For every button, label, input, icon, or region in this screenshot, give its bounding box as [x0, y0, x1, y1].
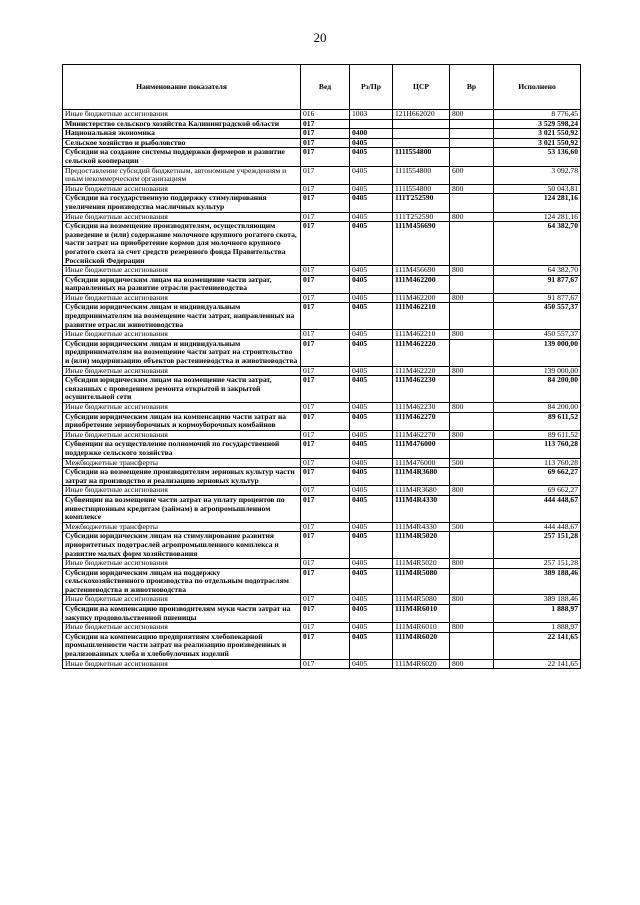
cell-rz: 0405 — [350, 568, 393, 595]
table-row — [63, 532, 581, 559]
cell-sum: 389 188,46 — [494, 595, 581, 605]
table-row — [63, 110, 581, 120]
cell-name: Субсидии юридическим лицам и индивидуальным предпринимателям на возмещение части затрат, направленных на развитие отрасли животноводства — [63, 303, 301, 330]
cell-vr — [450, 568, 494, 595]
cell-sum: 53 136,60 — [494, 148, 581, 166]
cell-vr — [450, 440, 494, 458]
cell-csr: 111M4R5080 — [393, 568, 450, 595]
cell-ved: 017 — [301, 595, 350, 605]
cell-vr — [450, 119, 494, 129]
cell-csr: 111I554800 — [393, 184, 450, 194]
cell-csr: 111M4R5020 — [393, 532, 450, 559]
cell-vr: 800 — [450, 430, 494, 440]
cell-name: Межбюджетные трансферты — [63, 522, 301, 532]
cell-name: Субсидии юридическим лицам на компенсацию части затрат на приобретение зерноуборочных и кормоуборочных комбайнов — [63, 412, 301, 430]
cell-ved: 017 — [301, 166, 350, 184]
cell-csr: 111T252590 — [393, 212, 450, 222]
cell-csr: 111M4R3680 — [393, 486, 450, 496]
cell-ved: 017 — [301, 659, 350, 669]
cell-vr — [450, 339, 494, 366]
cell-vr — [450, 468, 494, 486]
cell-vr: 800 — [450, 266, 494, 276]
cell-rz: 0405 — [350, 166, 393, 184]
cell-vr: 800 — [450, 110, 494, 120]
cell-rz: 0405 — [350, 495, 393, 522]
table-row — [63, 659, 581, 669]
cell-rz: 0405 — [350, 376, 393, 403]
cell-rz: 0405 — [350, 148, 393, 166]
cell-sum: 113 760,28 — [494, 458, 581, 468]
table-row — [63, 522, 581, 532]
table-body — [63, 110, 581, 669]
table-row — [63, 303, 581, 330]
cell-vr: 500 — [450, 522, 494, 532]
cell-sum: 89 611,52 — [494, 430, 581, 440]
table-row — [63, 376, 581, 403]
cell-rz: 0405 — [350, 303, 393, 330]
cell-ved: 017 — [301, 194, 350, 212]
cell-vr — [450, 376, 494, 403]
cell-rz: 0405 — [350, 532, 393, 559]
cell-csr — [393, 119, 450, 129]
cell-csr: 111M462200 — [393, 275, 450, 293]
cell-csr: 111M4R6020 — [393, 632, 450, 659]
budget-table — [62, 64, 581, 669]
cell-sum: 450 557,37 — [494, 330, 581, 340]
cell-ved: 017 — [301, 212, 350, 222]
cell-name: Субсидии на компенсацию предприятиям хлебопекарной промышленности части затрат на реализацию произведенных и реализованных хлеба и хлебобулочных изделий — [63, 632, 301, 659]
cell-ved: 017 — [301, 266, 350, 276]
cell-rz: 0405 — [350, 330, 393, 340]
cell-name: Предоставление субсидий бюджетным, автономным учреждениям и иным некоммерческим организациям — [63, 166, 301, 184]
cell-rz: 0405 — [350, 486, 393, 496]
cell-name: Иные бюджетные ассигнования — [63, 366, 301, 376]
cell-rz: 0405 — [350, 623, 393, 633]
table-row — [63, 366, 581, 376]
cell-ved: 016 — [301, 110, 350, 120]
cell-csr — [393, 138, 450, 148]
cell-csr: 111M462210 — [393, 330, 450, 340]
cell-sum: 1 888,97 — [494, 605, 581, 623]
cell-rz: 0405 — [350, 293, 393, 303]
cell-ved: 017 — [301, 138, 350, 148]
cell-ved: 017 — [301, 468, 350, 486]
table-row — [63, 568, 581, 595]
cell-ved: 017 — [301, 486, 350, 496]
cell-ved: 017 — [301, 430, 350, 440]
cell-vr: 800 — [450, 595, 494, 605]
cell-sum: 64 382,70 — [494, 222, 581, 266]
cell-vr — [450, 632, 494, 659]
cell-ved: 017 — [301, 275, 350, 293]
table-header-row — [63, 65, 581, 110]
cell-csr: 111M462210 — [393, 303, 450, 330]
table-row — [63, 275, 581, 293]
table-row — [63, 403, 581, 413]
cell-rz: 0405 — [350, 412, 393, 430]
cell-csr: 111M476000 — [393, 458, 450, 468]
cell-rz: 0405 — [350, 458, 393, 468]
cell-name: Субсидии на возмещение производителям, осуществляющим разведение и (или) содержание молочного крупного рогатого скота, части затрат на приобретение кормов для молочного крупного рогатого скота за счет средств резервного фонда Правительства Российской Федерации — [63, 222, 301, 266]
cell-rz: 0405 — [350, 194, 393, 212]
table-row — [63, 623, 581, 633]
cell-vr — [450, 194, 494, 212]
cell-csr: 111M462230 — [393, 376, 450, 403]
cell-sum: 84 200,00 — [494, 403, 581, 413]
table-row — [63, 412, 581, 430]
cell-sum: 50 043,81 — [494, 184, 581, 194]
table-row — [63, 330, 581, 340]
table-row — [63, 166, 581, 184]
cell-vr: 800 — [450, 330, 494, 340]
cell-vr — [450, 138, 494, 148]
cell-ved: 017 — [301, 495, 350, 522]
cell-sum: 3 092,78 — [494, 166, 581, 184]
cell-name: Сельское хозяйство и рыболовство — [63, 138, 301, 148]
table-row — [63, 495, 581, 522]
cell-vr: 800 — [450, 366, 494, 376]
cell-name: Субвенции на осуществление полномочий по государственной поддержке сельского хозяйства — [63, 440, 301, 458]
cell-rz: 0405 — [350, 266, 393, 276]
table-row — [63, 119, 581, 129]
table-row — [63, 430, 581, 440]
cell-sum: 8 776,45 — [494, 110, 581, 120]
cell-csr: 111M462220 — [393, 366, 450, 376]
cell-rz: 0405 — [350, 595, 393, 605]
cell-ved: 017 — [301, 330, 350, 340]
cell-name: Субвенции на возмещение части затрат на уплату процентов по инвестиционным кредитам (займам) в агропромышленном комплексе — [63, 495, 301, 522]
cell-rz: 0405 — [350, 138, 393, 148]
cell-rz: 0405 — [350, 222, 393, 266]
cell-name: Иные бюджетные ассигнования — [63, 212, 301, 222]
cell-vr — [450, 303, 494, 330]
cell-ved: 017 — [301, 222, 350, 266]
column-header-sum: Исполнено — [494, 65, 581, 110]
cell-vr — [450, 222, 494, 266]
cell-rz: 0405 — [350, 339, 393, 366]
cell-sum: 84 200,00 — [494, 376, 581, 403]
cell-ved: 017 — [301, 403, 350, 413]
cell-csr: 111M4R6010 — [393, 605, 450, 623]
cell-ved: 017 — [301, 632, 350, 659]
column-header-csr: ЦСР — [393, 65, 450, 110]
cell-name: Иные бюджетные ассигнования — [63, 266, 301, 276]
cell-ved: 017 — [301, 568, 350, 595]
cell-sum: 91 877,67 — [494, 293, 581, 303]
cell-csr: 111M462200 — [393, 293, 450, 303]
table-row — [63, 595, 581, 605]
cell-rz: 0405 — [350, 522, 393, 532]
cell-vr — [450, 275, 494, 293]
table-row — [63, 468, 581, 486]
cell-rz: 1003 — [350, 110, 393, 120]
cell-rz: 0405 — [350, 403, 393, 413]
column-header-name: Наименование показателя — [63, 65, 301, 110]
table-row — [63, 486, 581, 496]
cell-name: Субсидии на компенсацию производителям муки части затрат на закупку продовольственной пшеницы — [63, 605, 301, 623]
table-row — [63, 559, 581, 569]
cell-sum: 69 662,27 — [494, 468, 581, 486]
cell-vr — [450, 148, 494, 166]
cell-csr: 111M462270 — [393, 430, 450, 440]
cell-name: Иные бюджетные ассигнования — [63, 595, 301, 605]
table-row — [63, 339, 581, 366]
cell-sum: 69 662,27 — [494, 486, 581, 496]
column-header-ved: Вед — [301, 65, 350, 110]
cell-sum: 444 448,67 — [494, 522, 581, 532]
table-row — [63, 212, 581, 222]
cell-sum: 3 529 598,24 — [494, 119, 581, 129]
cell-ved: 017 — [301, 293, 350, 303]
table-row — [63, 194, 581, 212]
cell-sum: 22 141,65 — [494, 659, 581, 669]
table-row — [63, 605, 581, 623]
cell-sum: 444 448,67 — [494, 495, 581, 522]
cell-ved: 017 — [301, 623, 350, 633]
cell-csr: 111M456690 — [393, 222, 450, 266]
cell-csr: 111M4R6020 — [393, 659, 450, 669]
cell-rz: 0405 — [350, 366, 393, 376]
table-row — [63, 222, 581, 266]
cell-ved: 017 — [301, 412, 350, 430]
column-header-vr: Вр — [450, 65, 494, 110]
table-row — [63, 184, 581, 194]
cell-sum: 3 021 550,92 — [494, 138, 581, 148]
cell-csr: 111M4R4330 — [393, 522, 450, 532]
cell-name: Иные бюджетные ассигнования — [63, 403, 301, 413]
cell-vr: 800 — [450, 293, 494, 303]
cell-vr: 800 — [450, 623, 494, 633]
cell-ved: 017 — [301, 559, 350, 569]
cell-csr: 111M4R4330 — [393, 495, 450, 522]
cell-sum: 89 611,52 — [494, 412, 581, 430]
cell-rz: 0405 — [350, 430, 393, 440]
cell-ved: 017 — [301, 366, 350, 376]
cell-ved: 017 — [301, 605, 350, 623]
page-number: 20 — [313, 30, 327, 45]
cell-rz: 0400 — [350, 129, 393, 139]
cell-vr: 800 — [450, 659, 494, 669]
cell-name: Национальная экономика — [63, 129, 301, 139]
cell-csr: 111M456690 — [393, 266, 450, 276]
cell-sum: 389 188,46 — [494, 568, 581, 595]
cell-csr: 111M4R6010 — [393, 623, 450, 633]
cell-name: Субсидии юридическим лицам на стимулирование развития приоритетных подотраслей агропромышленного комплекса и развитие малых форм хозяйствования — [63, 532, 301, 559]
cell-vr — [450, 129, 494, 139]
cell-name: Межбюджетные трансферты — [63, 458, 301, 468]
cell-sum: 139 000,00 — [494, 339, 581, 366]
cell-sum: 124 281,16 — [494, 194, 581, 212]
cell-ved: 017 — [301, 522, 350, 532]
cell-csr: 111M4R5080 — [393, 595, 450, 605]
cell-csr — [393, 129, 450, 139]
cell-name: Иные бюджетные ассигнования — [63, 623, 301, 633]
cell-name: Иные бюджетные ассигнования — [63, 184, 301, 194]
cell-csr: 111M4R3680 — [393, 468, 450, 486]
cell-vr: 800 — [450, 212, 494, 222]
cell-rz: 0405 — [350, 440, 393, 458]
cell-name: Министерство сельского хозяйства Калининградской области — [63, 119, 301, 129]
cell-sum: 113 760,28 — [494, 440, 581, 458]
cell-vr — [450, 532, 494, 559]
cell-vr: 800 — [450, 559, 494, 569]
cell-name: Иные бюджетные ассигнования — [63, 486, 301, 496]
table-row — [63, 138, 581, 148]
cell-name: Иные бюджетные ассигнования — [63, 293, 301, 303]
cell-sum: 3 021 550,92 — [494, 129, 581, 139]
cell-vr: 500 — [450, 458, 494, 468]
cell-csr: 111M462220 — [393, 339, 450, 366]
cell-vr — [450, 605, 494, 623]
cell-rz: 0405 — [350, 275, 393, 293]
cell-sum: 91 877,67 — [494, 275, 581, 293]
table-row — [63, 440, 581, 458]
cell-rz: 0405 — [350, 559, 393, 569]
cell-vr: 800 — [450, 486, 494, 496]
cell-name: Субсидии на возмещение производителям зерновых культур части затрат на производство и реализацию зерновых культур — [63, 468, 301, 486]
table-row — [63, 148, 581, 166]
cell-ved: 017 — [301, 129, 350, 139]
cell-sum: 257 151,28 — [494, 532, 581, 559]
cell-name: Иные бюджетные ассигнования — [63, 430, 301, 440]
cell-sum: 1 888,97 — [494, 623, 581, 633]
cell-ved: 017 — [301, 458, 350, 468]
cell-name: Субсидии на создание системы поддержки фермеров и развитие сельской кооперации — [63, 148, 301, 166]
cell-ved: 017 — [301, 303, 350, 330]
cell-ved: 017 — [301, 148, 350, 166]
cell-csr: 111I554800 — [393, 166, 450, 184]
cell-csr: 121Н662020 — [393, 110, 450, 120]
cell-csr: 111M462270 — [393, 412, 450, 430]
column-header-rz: Рз/Пр — [350, 65, 393, 110]
cell-csr: 111T252590 — [393, 194, 450, 212]
cell-name: Иные бюджетные ассигнования — [63, 659, 301, 669]
cell-sum: 450 557,37 — [494, 303, 581, 330]
cell-rz: 0405 — [350, 184, 393, 194]
cell-csr: 111M476000 — [393, 440, 450, 458]
cell-rz: 0405 — [350, 659, 393, 669]
cell-ved: 017 — [301, 532, 350, 559]
cell-name: Субсидии юридическим лицам на поддержку сельскохозяйственного производства по отдельным подотраслям растениеводства и животноводства — [63, 568, 301, 595]
cell-rz: 0405 — [350, 468, 393, 486]
table-row — [63, 458, 581, 468]
cell-vr: 800 — [450, 184, 494, 194]
cell-sum: 139 000,00 — [494, 366, 581, 376]
cell-vr: 800 — [450, 403, 494, 413]
cell-ved: 017 — [301, 339, 350, 366]
table-row — [63, 129, 581, 139]
cell-sum: 257 151,28 — [494, 559, 581, 569]
cell-vr — [450, 412, 494, 430]
cell-name: Субсидии юридическим лицам и индивидуальным предпринимателям на возмещение части затрат на строительство и (или) модернизацию объектов растениеводства и животноводства — [63, 339, 301, 366]
cell-ved: 017 — [301, 184, 350, 194]
cell-rz — [350, 119, 393, 129]
cell-ved: 017 — [301, 119, 350, 129]
cell-name: Иные бюджетные ассигнования — [63, 110, 301, 120]
cell-name: Субсидии на государственную поддержку стимулирования увеличения производства масличных культур — [63, 194, 301, 212]
cell-name: Иные бюджетные ассигнования — [63, 330, 301, 340]
cell-rz: 0405 — [350, 212, 393, 222]
cell-name: Иные бюджетные ассигнования — [63, 559, 301, 569]
cell-sum: 64 382,70 — [494, 266, 581, 276]
cell-rz: 0405 — [350, 605, 393, 623]
table-row — [63, 266, 581, 276]
cell-name: Субсидии юридическим лицам на возмещение части затрат, связанных с проведением ремонта открытой и закрытой осушительной сети — [63, 376, 301, 403]
cell-vr: 600 — [450, 166, 494, 184]
cell-ved: 017 — [301, 376, 350, 403]
cell-csr: 111I554800 — [393, 148, 450, 166]
cell-csr: 111M462230 — [393, 403, 450, 413]
cell-sum: 22 141,65 — [494, 632, 581, 659]
table-row — [63, 632, 581, 659]
cell-rz: 0405 — [350, 632, 393, 659]
cell-csr: 111M4R5020 — [393, 559, 450, 569]
cell-ved: 017 — [301, 440, 350, 458]
cell-name: Субсидии юридическим лицам на возмещение части затрат, направленных на развитие отрасли растениеводства — [63, 275, 301, 293]
cell-sum: 124 281,16 — [494, 212, 581, 222]
cell-vr — [450, 495, 494, 522]
table-row — [63, 293, 581, 303]
